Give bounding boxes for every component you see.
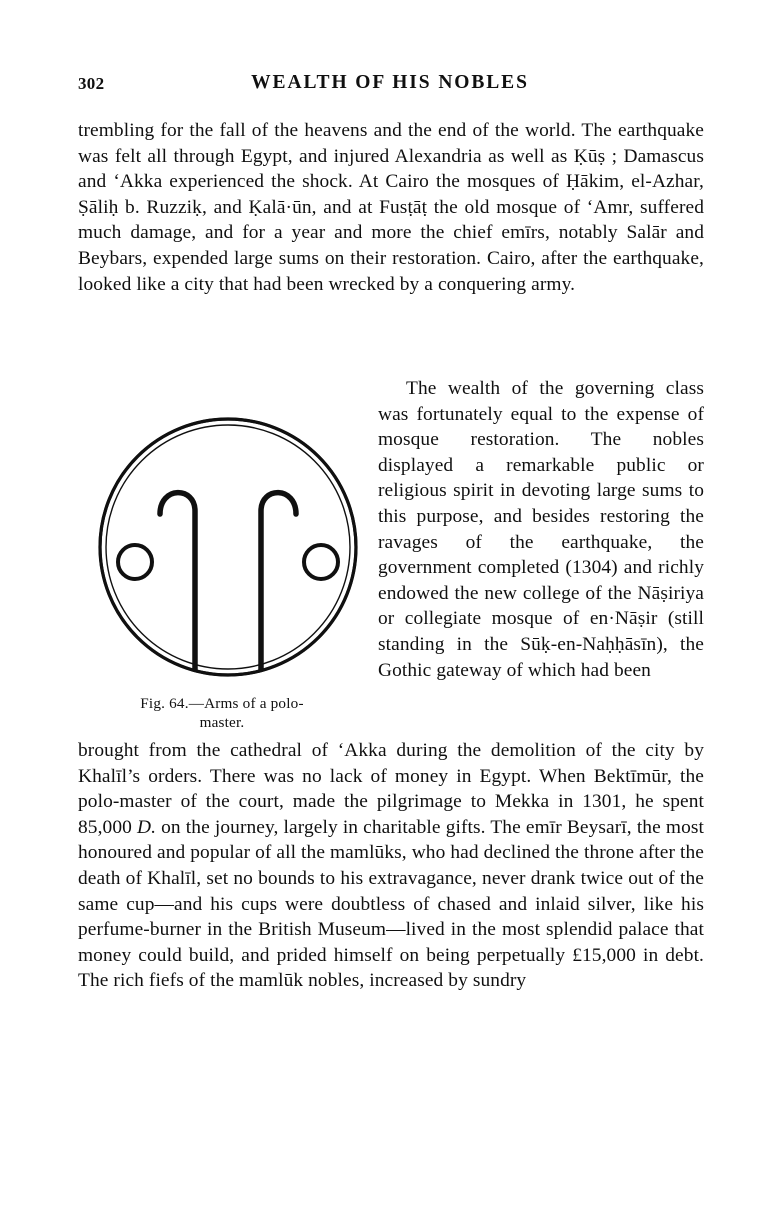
running-head: WEALTH OF HIS NOBLES xyxy=(251,72,529,93)
polo-master-arms-icon xyxy=(78,402,378,692)
figure-caption xyxy=(88,694,356,732)
paragraph-2-continued xyxy=(78,736,704,994)
page-number: 302 xyxy=(78,74,105,93)
figure-64 xyxy=(78,402,378,732)
figure-caption-line-2: master. xyxy=(199,714,245,731)
paragraph-1: trembling for the fall of the heavens and the end of the world. The earthquake was felt all through Egypt, and injured Alexandria as well as Ḳūṣ ; Damascus and ‘Akka experienced the shock. At Cairo the mosques of Ḥākim, el-Azhar, Ṣāliḥ b. Ruzziḳ, and Ḳalā·ūn, and at Fusṭāṭ the old mosque of ‘Amr, suffered much damage, and for a year and more the chief emīrs, notably Salār and Beybars, expended large sums on their restoration. Cairo, after the earthquake, looked like a city that had been wrecked by a conquering army. xyxy=(78,120,704,295)
paragraph-2-lead: The wealth of the governing class was fortunately xyxy=(378,378,704,425)
figure-and-paragraph-2 xyxy=(78,376,704,994)
page-header xyxy=(78,72,702,98)
paragraph-2-rest-2: on the journey, largely in charitable gifts. The emīr Beysarī, the most honoured and popular of all the mamlūks, who had declined the throne after the death of Khalīl, set no bounds to his extravagance, never drank twice out of the same cup—and his cups were doubtless of chased and inlaid silver, like his perfume-burner in the British Museum—lived in the most splendid palace that money could build, and prided himself on being perpetually £15,000 in debt. The rich fiefs of the mamlūk nobles, increased by sundry xyxy=(78,816,704,992)
currency-abbreviation: D. xyxy=(137,816,157,838)
figure-caption-line-1: Fig. 64.—Arms of a polo- xyxy=(140,695,304,712)
paragraph-2-wrapped: equal to the expense of mosque restoration. The nobles displayed a remarkable public or religious spirit in devoting large sums to this purpose, and besides restoring the ravages of the earthquake, the government completed (1304) and richly endowed the new college of the Nāṣiriya or collegiate mosque of en·Nāṣir (still standing in the Sūḳ-en-Naḥḥāsīn), the Gothic gateway of which had been xyxy=(378,403,704,681)
figure-illustration xyxy=(78,402,378,692)
paragraph-2-rest: brought from the cathedral of ‘Akka during the demolition of the city by Khalīl’s orders. There was no lack of money in Egypt. When Bektīmūr, the polo-master of the court, made the pilgrimage to Mekka in 1301, he spent 85,000 xyxy=(78,740,704,838)
